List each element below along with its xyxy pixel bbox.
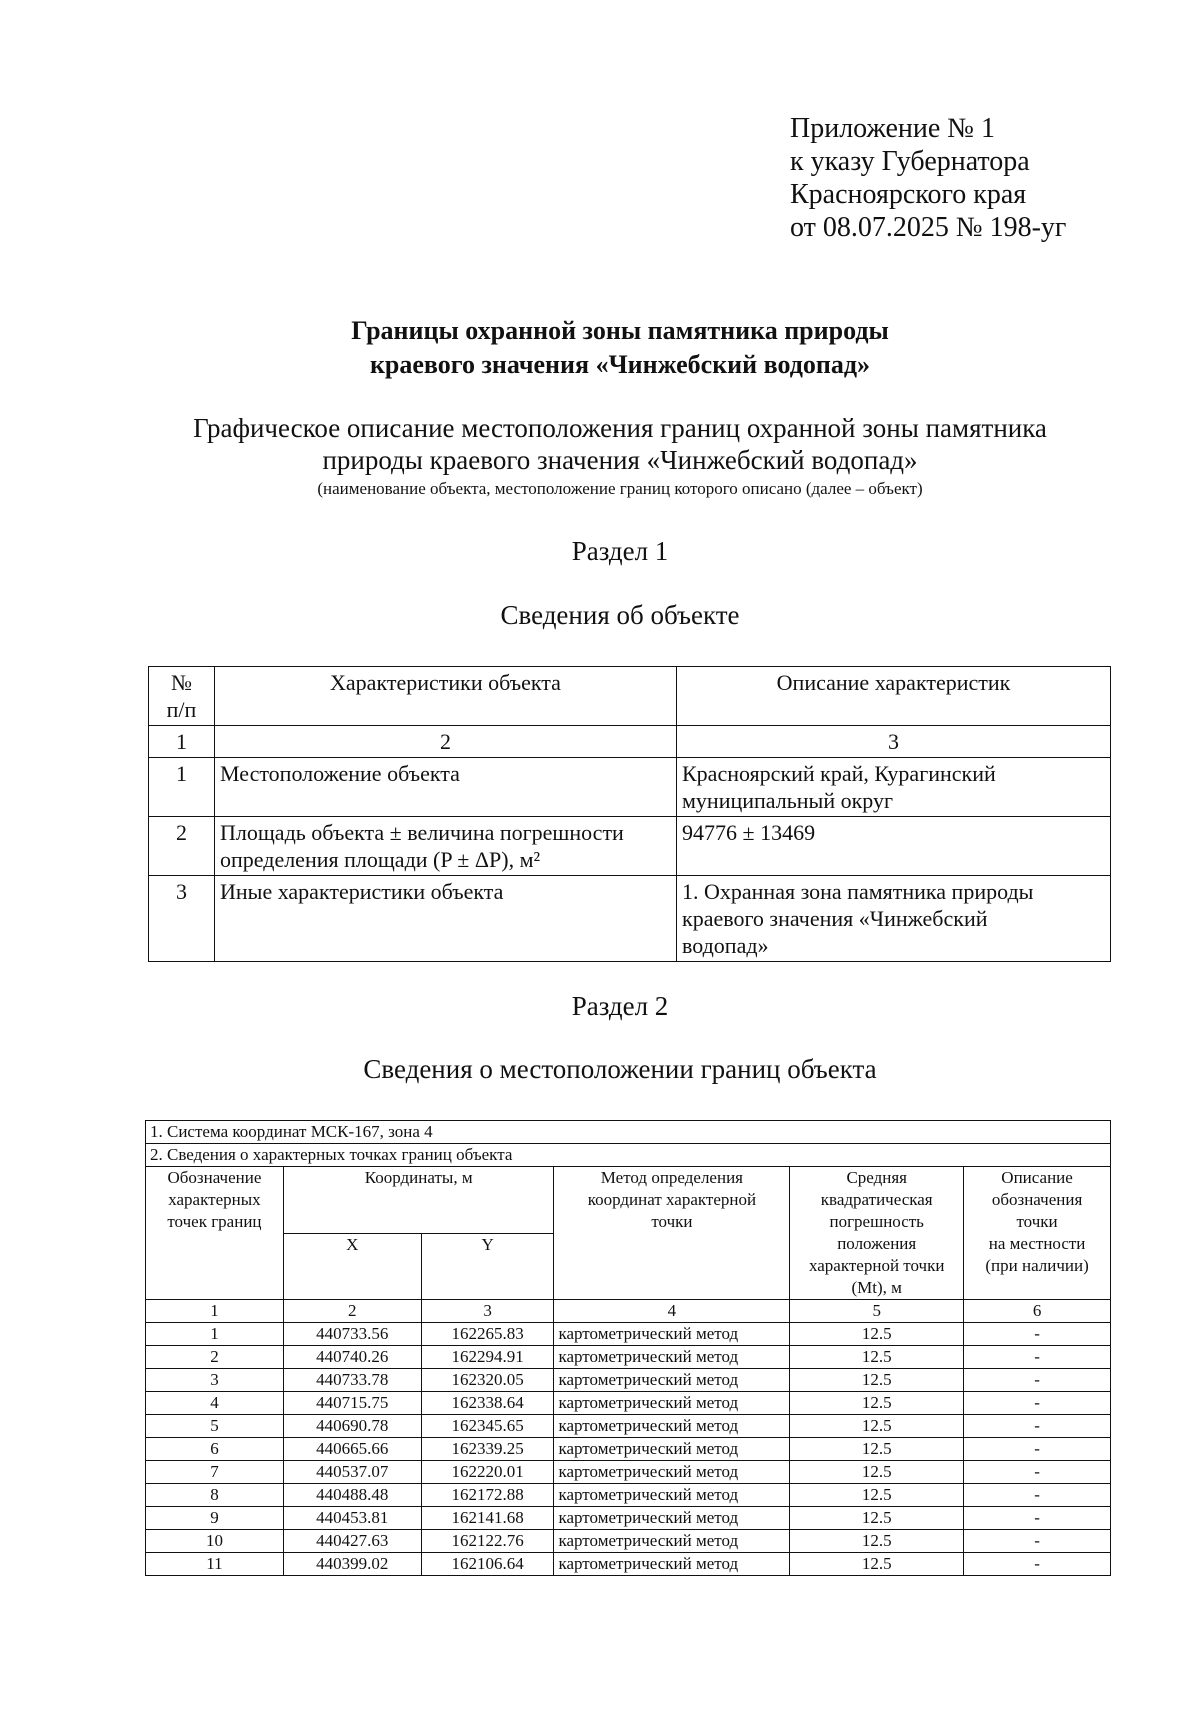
characteristic-description: [677, 817, 1111, 876]
point-method: картометрический метод: [554, 1346, 790, 1369]
text-line: точки: [1016, 1212, 1058, 1231]
point-mt: 12.5: [790, 1392, 964, 1415]
text-line: 1. Охранная зона памятника природы: [682, 879, 1034, 904]
point-method: картометрический метод: [554, 1461, 790, 1484]
appendix-line: от 08.07.2025 № 198-уг: [790, 212, 1067, 243]
point-mt: 12.5: [790, 1553, 964, 1576]
point-mt: 12.5: [790, 1415, 964, 1438]
point-mt: 12.5: [790, 1346, 964, 1369]
point-id: 10: [146, 1530, 284, 1553]
point-mt: 12.5: [790, 1438, 964, 1461]
point-x: 440733.56: [283, 1323, 421, 1346]
column-number: 4: [554, 1300, 790, 1323]
table-row: [146, 1507, 1111, 1530]
subtitle-note: (наименование объекта, местоположение границ которого описано (далее – объект): [317, 479, 923, 498]
point-x: 440715.75: [283, 1392, 421, 1415]
point-y: 162339.25: [421, 1438, 554, 1461]
point-y: 162220.01: [421, 1461, 554, 1484]
point-mt: 12.5: [790, 1323, 964, 1346]
boundary-points-table: [145, 1120, 1111, 1576]
characteristic-name: [215, 758, 677, 817]
point-method: картометрический метод: [554, 1415, 790, 1438]
title-line: краевого значения «Чинжебский водопад»: [369, 350, 871, 379]
table-row: [146, 1438, 1111, 1461]
point-y: 162172.88: [421, 1484, 554, 1507]
section2-label: Раздел 2: [571, 991, 669, 1021]
text-line: характерных: [168, 1190, 261, 1209]
point-id: 3: [146, 1369, 284, 1392]
text-line: характерной точки: [808, 1256, 945, 1275]
point-id: 6: [146, 1438, 284, 1461]
text-line: водопад»: [682, 933, 769, 958]
column-number: 2: [283, 1300, 421, 1323]
table-row: [146, 1484, 1111, 1507]
table-row: [149, 876, 1111, 962]
characteristic-description: [677, 876, 1111, 962]
point-x: 440740.26: [283, 1346, 421, 1369]
column-number: 2: [215, 726, 677, 758]
point-desc: -: [964, 1507, 1111, 1530]
point-id: 9: [146, 1507, 284, 1530]
header-y: Y: [421, 1233, 554, 1300]
text-line: Иные характеристики объекта: [220, 879, 504, 904]
text-line: Площадь объекта ± величина погрешности: [220, 820, 624, 845]
point-method: картометрический метод: [554, 1530, 790, 1553]
point-id: 4: [146, 1392, 284, 1415]
object-info-table: [148, 666, 1111, 962]
point-id: 5: [146, 1415, 284, 1438]
characteristic-name: [215, 817, 677, 876]
appendix-block: [790, 112, 1066, 244]
text-line: Средняя: [846, 1168, 907, 1187]
column-number: 3: [677, 726, 1111, 758]
point-desc: -: [964, 1461, 1111, 1484]
header-num-sub: п/п: [166, 697, 197, 722]
text-line: на местности: [988, 1234, 1086, 1253]
characteristic-name: [215, 876, 677, 962]
row-number: 3: [149, 876, 215, 962]
point-x: 440488.48: [283, 1484, 421, 1507]
point-y: 162320.05: [421, 1369, 554, 1392]
point-method: картометрический метод: [554, 1553, 790, 1576]
point-x: 440733.78: [283, 1369, 421, 1392]
appendix-line: Приложение № 1: [790, 113, 995, 144]
point-y: 162265.83: [421, 1323, 554, 1346]
text-line: 94776 ± 13469: [682, 820, 816, 845]
column-number-row: [149, 726, 1111, 758]
text-line: положения: [837, 1234, 917, 1253]
point-method: картометрический метод: [554, 1484, 790, 1507]
column-number: 6: [964, 1300, 1111, 1323]
point-method: картометрический метод: [554, 1438, 790, 1461]
point-desc: -: [964, 1484, 1111, 1507]
point-y: 162345.65: [421, 1415, 554, 1438]
point-x: 440399.02: [283, 1553, 421, 1576]
text-line: точки: [651, 1212, 693, 1231]
table-row: [146, 1461, 1111, 1484]
table-row: [149, 817, 1111, 876]
table-row: [146, 1346, 1111, 1369]
column-number: 3: [421, 1300, 554, 1323]
point-desc: -: [964, 1323, 1111, 1346]
row-number: 2: [149, 817, 215, 876]
header-coords: Координаты, м: [283, 1167, 554, 1234]
text-line: Обозначение: [167, 1168, 262, 1187]
point-mt: 12.5: [790, 1484, 964, 1507]
text-line: определения площади (P ± ΔP), м²: [220, 847, 541, 872]
text-line: Описание: [1001, 1168, 1073, 1187]
text-line: Метод определения: [600, 1168, 743, 1187]
coord-system: 1. Система координат МСК-167, зона 4: [146, 1121, 1111, 1144]
column-number: 1: [146, 1300, 284, 1323]
header-num: №: [171, 670, 192, 695]
header-cell: [149, 667, 215, 726]
point-method: картометрический метод: [554, 1392, 790, 1415]
point-id: 1: [146, 1323, 284, 1346]
header-method: [554, 1167, 790, 1300]
point-desc: -: [964, 1392, 1111, 1415]
coord-system-row: [146, 1121, 1111, 1144]
point-mt: 12.5: [790, 1530, 964, 1553]
text-line: муниципальный округ: [682, 788, 894, 813]
document-title: [0, 314, 1200, 382]
text-line: точек границ: [167, 1212, 262, 1231]
point-y: 162122.76: [421, 1530, 554, 1553]
header-error: [790, 1167, 964, 1300]
table-row: [146, 1415, 1111, 1438]
point-desc: -: [964, 1415, 1111, 1438]
table-row: [146, 1392, 1111, 1415]
row-number: 1: [149, 758, 215, 817]
point-id: 8: [146, 1484, 284, 1507]
section1-title: Сведения об объекте: [500, 600, 740, 630]
appendix-line: к указу Губернатора: [790, 146, 1030, 177]
section1-label: Раздел 1: [571, 536, 669, 566]
table-row: [149, 758, 1111, 817]
point-method: картометрический метод: [554, 1323, 790, 1346]
text-line: (Mt), м: [851, 1278, 902, 1297]
characteristic-description: [677, 758, 1111, 817]
point-x: 440537.07: [283, 1461, 421, 1484]
text-line: краевого значения «Чинжебский: [682, 906, 988, 931]
point-x: 440690.78: [283, 1415, 421, 1438]
header-cell: Характеристики объекта: [215, 667, 677, 726]
point-mt: 12.5: [790, 1369, 964, 1392]
point-y: 162106.64: [421, 1553, 554, 1576]
section2-title: Сведения о местоположении границ объекта: [363, 1054, 877, 1084]
text-line: координат характерной: [587, 1190, 757, 1209]
table-header-row: [146, 1167, 1111, 1234]
table-row: [146, 1323, 1111, 1346]
header-description: [964, 1167, 1111, 1300]
point-id: 11: [146, 1553, 284, 1576]
subtitle-line: Графическое описание местоположения границ охранной зоны памятника: [193, 413, 1047, 443]
document-subtitle: [0, 412, 1200, 476]
point-mt: 12.5: [790, 1507, 964, 1530]
point-method: картометрический метод: [554, 1369, 790, 1392]
point-x: 440427.63: [283, 1530, 421, 1553]
point-y: 162294.91: [421, 1346, 554, 1369]
point-id: 2: [146, 1346, 284, 1369]
point-desc: -: [964, 1369, 1111, 1392]
appendix-line: Красноярского края: [790, 179, 1027, 210]
point-desc: -: [964, 1346, 1111, 1369]
point-x: 440665.66: [283, 1438, 421, 1461]
table-row: [146, 1553, 1111, 1576]
text-line: Местоположение объекта: [220, 761, 460, 786]
text-line: обозначения: [991, 1190, 1083, 1209]
table-header-row: [149, 667, 1111, 726]
points-caption: 2. Сведения о характерных точках границ объекта: [146, 1144, 1111, 1167]
column-number: 1: [149, 726, 215, 758]
title-line: Границы охранной зоны памятника природы: [351, 316, 889, 345]
point-x: 440453.81: [283, 1507, 421, 1530]
text-line: погрешность: [829, 1212, 924, 1231]
point-mt: 12.5: [790, 1461, 964, 1484]
point-desc: -: [964, 1553, 1111, 1576]
column-number-row: [146, 1300, 1111, 1323]
text-line: (при наличии): [985, 1256, 1089, 1275]
header-cell: Описание характеристик: [677, 667, 1111, 726]
point-id: 7: [146, 1461, 284, 1484]
point-y: 162338.64: [421, 1392, 554, 1415]
points-caption-row: [146, 1144, 1111, 1167]
column-number: 5: [790, 1300, 964, 1323]
subtitle-line: природы краевого значения «Чинжебский водопад»: [322, 445, 918, 475]
table-row: [146, 1530, 1111, 1553]
point-method: картометрический метод: [554, 1507, 790, 1530]
point-desc: -: [964, 1438, 1111, 1461]
text-line: Красноярский край, Курагинский: [682, 761, 996, 786]
table-row: [146, 1369, 1111, 1392]
header-x: X: [283, 1233, 421, 1300]
point-desc: -: [964, 1530, 1111, 1553]
header-designation: [146, 1167, 284, 1300]
text-line: квадратическая: [820, 1190, 933, 1209]
point-y: 162141.68: [421, 1507, 554, 1530]
